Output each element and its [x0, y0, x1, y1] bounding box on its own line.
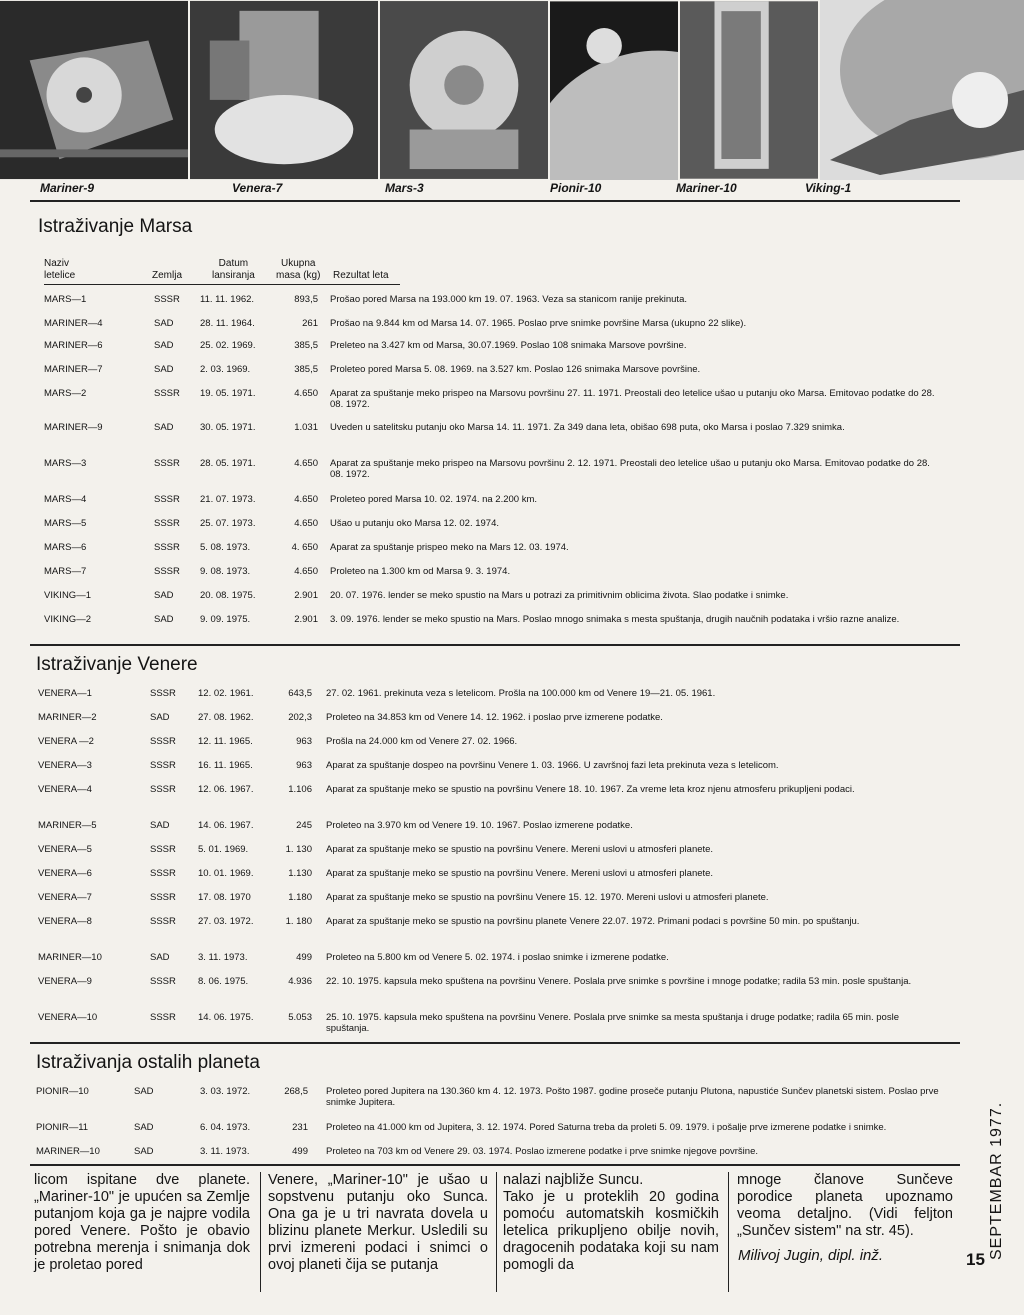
cell-mass: 893,5 [294, 294, 318, 305]
cell-country: SAD [134, 1086, 154, 1097]
cell-name: MARINER—5 [38, 820, 97, 831]
cell-date: 14. 06. 1975. [198, 1012, 254, 1023]
cell-country: SSSR [154, 458, 180, 469]
cell-mass: 1.130 [288, 868, 312, 879]
cell-name: PIONIR—10 [36, 1086, 89, 1097]
cell-date: 10. 01. 1969. [198, 868, 254, 879]
cell-mass: 4.650 [294, 458, 318, 469]
text-column-1: licom ispitane dve planete. „Mariner-10" je upućen sa Zemlje putanjom koja ga je najpre vodila pored Venere. Pošto je obavio potrebna merenja i snimanja dok je proletao pored [34, 1172, 250, 1273]
cell-date: 27. 03. 1972. [198, 916, 254, 927]
cell-date: 11. 11. 1962. [200, 294, 255, 305]
photo-venera-7 [190, 0, 380, 180]
issue-date: SEPTEMBAR 1977. [988, 1101, 1005, 1260]
cell-country: SAD [150, 952, 170, 963]
cell-mass: 245 [296, 820, 312, 831]
author-name: Milivoj Jugin, dipl. inž. [738, 1247, 884, 1264]
cell-result: Proleteo na 5.800 km od Venere 5. 02. 1974. i poslao snimke i izmerene podatke. [326, 952, 669, 963]
cell-date: 12. 11. 1965. [198, 736, 253, 747]
cell-country: SAD [154, 340, 174, 351]
cell-result: Aparat za spuštanje meko se spustio na površinu Venere. Mereni uslovi u atmosferi planete. [326, 868, 714, 879]
cell-mass: 643,5 [288, 688, 312, 699]
cell-date: 14. 06. 1967. [198, 820, 254, 831]
cell-mass: 499 [296, 952, 312, 963]
photo-mariner-10 [680, 0, 820, 180]
cell-date: 20. 08. 1975. [200, 590, 256, 601]
caption-3: Mars-3 [385, 181, 424, 195]
cell-result: Ušao u putanju oko Marsa 12. 02. 1974. [330, 518, 500, 529]
header-name: Naziv letelice [44, 258, 76, 281]
cell-country: SSSR [154, 518, 180, 529]
cell-name: VENERA—9 [38, 976, 92, 987]
photo-pionir-10 [550, 0, 680, 180]
cell-name: MARS—6 [44, 542, 87, 553]
cell-country: SSSR [154, 566, 180, 577]
cell-result: Proleteo pored Marsa 10. 02. 1974. na 2.200 km. [330, 494, 538, 505]
cell-name: MARS—1 [44, 294, 87, 305]
cell-result: Preleteo na 3.427 km od Marsa, 30.07.1969. Poslao 108 snimaka Marsove površine. [330, 340, 687, 351]
cell-result: Proleteo na 3.970 km od Venere 19. 10. 1967. Poslao izmerene podatke. [326, 820, 633, 831]
cell-mass: 1.031 [294, 422, 318, 433]
cell-mass: 1. 180 [285, 916, 312, 927]
cell-date: 27. 08. 1962. [198, 712, 254, 723]
cell-country: SSSR [150, 976, 176, 987]
cell-date: 28. 11. 1964. [200, 318, 255, 329]
cell-country: SSSR [150, 868, 176, 879]
cell-result: Aparat za spuštanje meko prispeo na Marsovu površinu 27. 11. 1971. Preostali deo letelice ušao u putanju oko Marsa. Emitovao podatke do 28. 08. 1972. [330, 388, 935, 410]
cell-result: Aparat za spuštanje prispeo meko na Mars 12. 03. 1974. [330, 542, 569, 553]
column-divider-1 [260, 1172, 261, 1292]
caption-2: Venera-7 [232, 181, 283, 195]
cell-result: Prošla na 24.000 km od Venere 27. 02. 1966. [326, 736, 518, 747]
text-column-2: Venere, „Mariner-10" je ušao u sopstvenu putanju oko Sunca. Ona ga je u tri navrata dovela u blizinu planete Merkur. Usledili su prvi izmereni podaci i snimci o ovoj planeti čija se putanja [268, 1172, 488, 1273]
cell-country: SAD [150, 820, 170, 831]
cell-result: 20. 07. 1976. lender se meko spustio na Mars u potrazi za primitivnim oblicima života. Slao podatke i snimke. [330, 590, 789, 601]
cell-name: VENERA—5 [38, 844, 92, 855]
cell-mass: 4.650 [294, 494, 318, 505]
cell-date: 12. 02. 1961. [198, 688, 254, 699]
cell-mass: 202,3 [288, 712, 312, 723]
cell-name: MARINER—10 [36, 1146, 100, 1157]
cell-result: Aparat za spuštanje meko se spustio na površinu planete Venere 22.07. 1972. Primani podaci s površine 50 min. po spuštanju. [326, 916, 860, 927]
cell-country: SAD [134, 1146, 154, 1157]
cell-date: 8. 06. 1975. [198, 976, 249, 987]
cell-result: 27. 02. 1961. prekinuta veza s letelicom. Prošla na 100.000 km od Venere 19—21. 05. 1961. [326, 688, 716, 699]
cell-date: 25. 02. 1969. [200, 340, 256, 351]
venus-title: Istraživanje Venere [36, 654, 198, 675]
cell-mass: 5.053 [288, 1012, 312, 1023]
cell-mass: 499 [292, 1146, 308, 1157]
cell-mass: 2.901 [294, 590, 318, 601]
cell-date: 19. 05. 1971. [200, 388, 256, 399]
side-label [964, 1070, 1005, 1260]
cell-mass: 231 [292, 1122, 308, 1133]
cell-mass: 4.650 [294, 566, 318, 577]
mars-title: Istraživanje Marsa [38, 216, 193, 237]
cell-result: Proleteo na 34.853 km od Venere 14. 12. 1962. i poslao prve izmerene podatke. [326, 712, 663, 723]
cell-result: 22. 10. 1975. kapsula meko spuštena na površinu Venere. Poslala prve snimke s površine i mnoge podatke; radila 53 min. posle spuštanja. [326, 976, 912, 987]
cell-name: VENERA—7 [38, 892, 92, 903]
cell-result: Proleteo na 41.000 km od Jupitera, 3. 12. 1974. Pored Saturna treba da proleti 5. 09. 1979. i pošalje prve izmerene podatke i snimke. [326, 1122, 887, 1133]
photo-captions [0, 181, 1024, 201]
cell-mass: 261 [302, 318, 318, 329]
cell-name: VENERA—4 [38, 784, 92, 795]
header-country: Zemlja [152, 270, 183, 281]
cell-name: PIONIR—11 [36, 1122, 89, 1133]
cell-name: VIKING—2 [44, 614, 91, 625]
cell-result: Aparat za spuštanje meko prispeo na Marsovu površinu 2. 12. 1971. Preostali deo letelice ušao u putanju oko Marsa. Emitovao podatke do 28. 08. 1972. [330, 458, 930, 480]
cell-country: SSSR [150, 1012, 176, 1023]
cell-mass: 4.650 [294, 518, 318, 529]
cell-name: VENERA—3 [38, 760, 92, 771]
mars-section [30, 200, 960, 646]
cell-name: MARS—2 [44, 388, 87, 399]
cell-mass: 963 [296, 760, 312, 771]
column-divider-3 [728, 1172, 729, 1292]
cell-date: 9. 09. 1975. [200, 614, 251, 625]
caption-1: Mariner-9 [40, 181, 95, 195]
cell-name: MARINER—7 [44, 364, 103, 375]
cell-name: MARINER—2 [38, 712, 97, 723]
cell-result: Aparat za spuštanje dospeo na površinu Venere 1. 03. 1966. U završnoj fazi leta prekinuta veza s letelicom. [326, 760, 779, 771]
cell-country: SSSR [150, 784, 176, 795]
cell-mass: 268,5 [284, 1086, 308, 1097]
cell-country: SSSR [150, 916, 176, 927]
text-column-3: nalazi najbliže Suncu. Tako je u proteklih 20 godina pomoću automatskih kosmičkih letelica prikupljeno obilje novih, dragocenih podataka koji su nam pomogli da [503, 1172, 719, 1273]
cell-mass: 385,5 [294, 340, 318, 351]
cell-country: SAD [134, 1122, 154, 1133]
cell-result: Proleteo na 703 km od Venere 29. 03. 1974. Poslao izmerene podatke i prve snimke njegove površine. [326, 1146, 758, 1157]
cell-date: 21. 07. 1973. [200, 494, 256, 505]
venus-section [30, 644, 960, 1044]
cell-name: VENERA—10 [38, 1012, 98, 1023]
header-date: Datum lansiranja [212, 258, 255, 281]
cell-result: Aparat za spuštanje meko se spustio na površinu Venere. Mereni uslovi u atmosferi planete. [326, 844, 714, 855]
cell-country: SAD [150, 712, 170, 723]
text-column-4: mnoge članove Sunčeve porodice planeta upoznamo veoma detaljno. (Vidi feljton „Sunčev sistem" na str. 45). [737, 1172, 953, 1239]
cell-date: 17. 08. 1970 [198, 892, 251, 903]
cell-name: VENERA—8 [38, 916, 92, 927]
cell-name: VIKING—1 [44, 590, 91, 601]
header-mass: Ukupna masa (kg) [276, 258, 321, 281]
photo-mars-3 [380, 0, 550, 180]
cell-result: Prošao na 9.844 km od Marsa 14. 07. 1965. Poslao prve snimke površine Marsa (ukupno 22 slike). [330, 318, 747, 329]
cell-name: MARS—7 [44, 566, 87, 577]
page-number: 15 [966, 1250, 985, 1269]
cell-date: 3. 11. 1973. [200, 1146, 250, 1157]
photo-viking-1 [820, 0, 1024, 180]
cell-country: SSSR [150, 892, 176, 903]
cell-name: MARS—5 [44, 518, 87, 529]
cell-name: VENERA—6 [38, 868, 92, 879]
cell-country: SAD [154, 590, 174, 601]
cell-date: 5. 01. 1969. [198, 844, 249, 855]
header-result: Rezultat leta [333, 270, 389, 281]
other-section [30, 1042, 960, 1166]
cell-result: Uveden u satelitsku putanju oko Marsa 14. 11. 1971. Za 349 dana leta, obišao 698 puta, oko Marsa i poslao 7.329 snimka. [330, 422, 845, 433]
cell-country: SSSR [154, 494, 180, 505]
cell-mass: 4.650 [294, 388, 318, 399]
cell-country: SSSR [150, 760, 176, 771]
caption-6: Viking-1 [805, 181, 852, 195]
cell-country: SAD [154, 422, 174, 433]
cell-name: VENERA—1 [38, 688, 92, 699]
cell-country: SSSR [150, 688, 176, 699]
cell-result: 3. 09. 1976. lender se meko spustio na Mars. Poslao mnogo snimaka s mesta spuštanja, drugih naučnih podataka i vršio razne analize. [330, 614, 900, 625]
cell-date: 2. 03. 1969. [200, 364, 251, 375]
cell-name: MARS—3 [44, 458, 87, 469]
cell-country: SSSR [154, 294, 180, 305]
cell-result: Proleteo pored Jupitera na 130.360 km 4. 12. 1973. Pošto 1987. godine proseče putanju Plutona, napustiće Sunčev planetski sistem. Poslao prve snimke Jupitera. [326, 1086, 939, 1108]
cell-date: 16. 11. 1965. [198, 760, 253, 771]
cell-result: 25. 10. 1975. kapsula meko spuštena na površinu Venere. Poslala prve snimke sa mesta spuštanja i druge podatke; radila 65 min. posle spuštanja. [326, 1012, 899, 1034]
cell-date: 6. 04. 1973. [200, 1122, 251, 1133]
cell-country: SAD [154, 364, 174, 375]
header-rule [44, 284, 400, 285]
cell-date: 5. 08. 1973. [200, 542, 251, 553]
cell-name: MARINER—6 [44, 340, 103, 351]
cell-result: Proleteo pored Marsa 5. 08. 1969. na 3.527 km. Poslao 126 snimaka Marsove površine. [330, 364, 701, 375]
cell-date: 25. 07. 1973. [200, 518, 256, 529]
cell-mass: 1. 130 [285, 844, 312, 855]
cell-country: SSSR [150, 844, 176, 855]
cell-name: MARS—4 [44, 494, 87, 505]
cell-mass: 2.901 [294, 614, 318, 625]
cell-country: SSSR [150, 736, 176, 747]
cell-date: 3. 03. 1972. [200, 1086, 251, 1097]
cell-country: SAD [154, 318, 174, 329]
cell-date: 9. 08. 1973. [200, 566, 251, 577]
cell-name: MARINER—9 [44, 422, 103, 433]
cell-result: Prošao pored Marsa na 193.000 km 19. 07. 1963. Veza sa stanicom ranije prekinuta. [330, 294, 687, 305]
cell-country: SSSR [154, 388, 180, 399]
cell-mass: 963 [296, 736, 312, 747]
cell-mass: 4. 650 [291, 542, 318, 553]
photo-strip [0, 0, 1024, 180]
cell-result: Proleteo na 1.300 km od Marsa 9. 3. 1974. [330, 566, 511, 577]
cell-result: Aparat za spuštanje meko se spustio na površinu Venere 18. 10. 1967. Za vreme leta kroz njenu atmosferu prikupljeni podaci. [326, 784, 855, 795]
photo-mariner-9 [0, 0, 190, 180]
cell-date: 3. 11. 1973. [198, 952, 248, 963]
cell-date: 30. 05. 1971. [200, 422, 256, 433]
cell-date: 28. 05. 1971. [200, 458, 256, 469]
caption-4: Pionir-10 [550, 181, 602, 195]
cell-mass: 1.180 [288, 892, 312, 903]
cell-mass: 4.936 [288, 976, 312, 987]
cell-name: MARINER—4 [44, 318, 103, 329]
cell-mass: 385,5 [294, 364, 318, 375]
cell-result: Aparat za spuštanje meko se spustio na površinu Venere 15. 12. 1970. Mereni uslovi u atmosferi planete. [326, 892, 769, 903]
column-divider-2 [496, 1172, 497, 1292]
cell-name: VENERA —2 [38, 736, 94, 747]
cell-country: SSSR [154, 542, 180, 553]
other-title: Istraživanja ostalih planeta [36, 1052, 260, 1073]
cell-mass: 1.106 [288, 784, 312, 795]
caption-5: Mariner-10 [676, 181, 737, 195]
cell-country: SAD [154, 614, 174, 625]
cell-name: MARINER—10 [38, 952, 102, 963]
cell-date: 12. 06. 1967. [198, 784, 254, 795]
